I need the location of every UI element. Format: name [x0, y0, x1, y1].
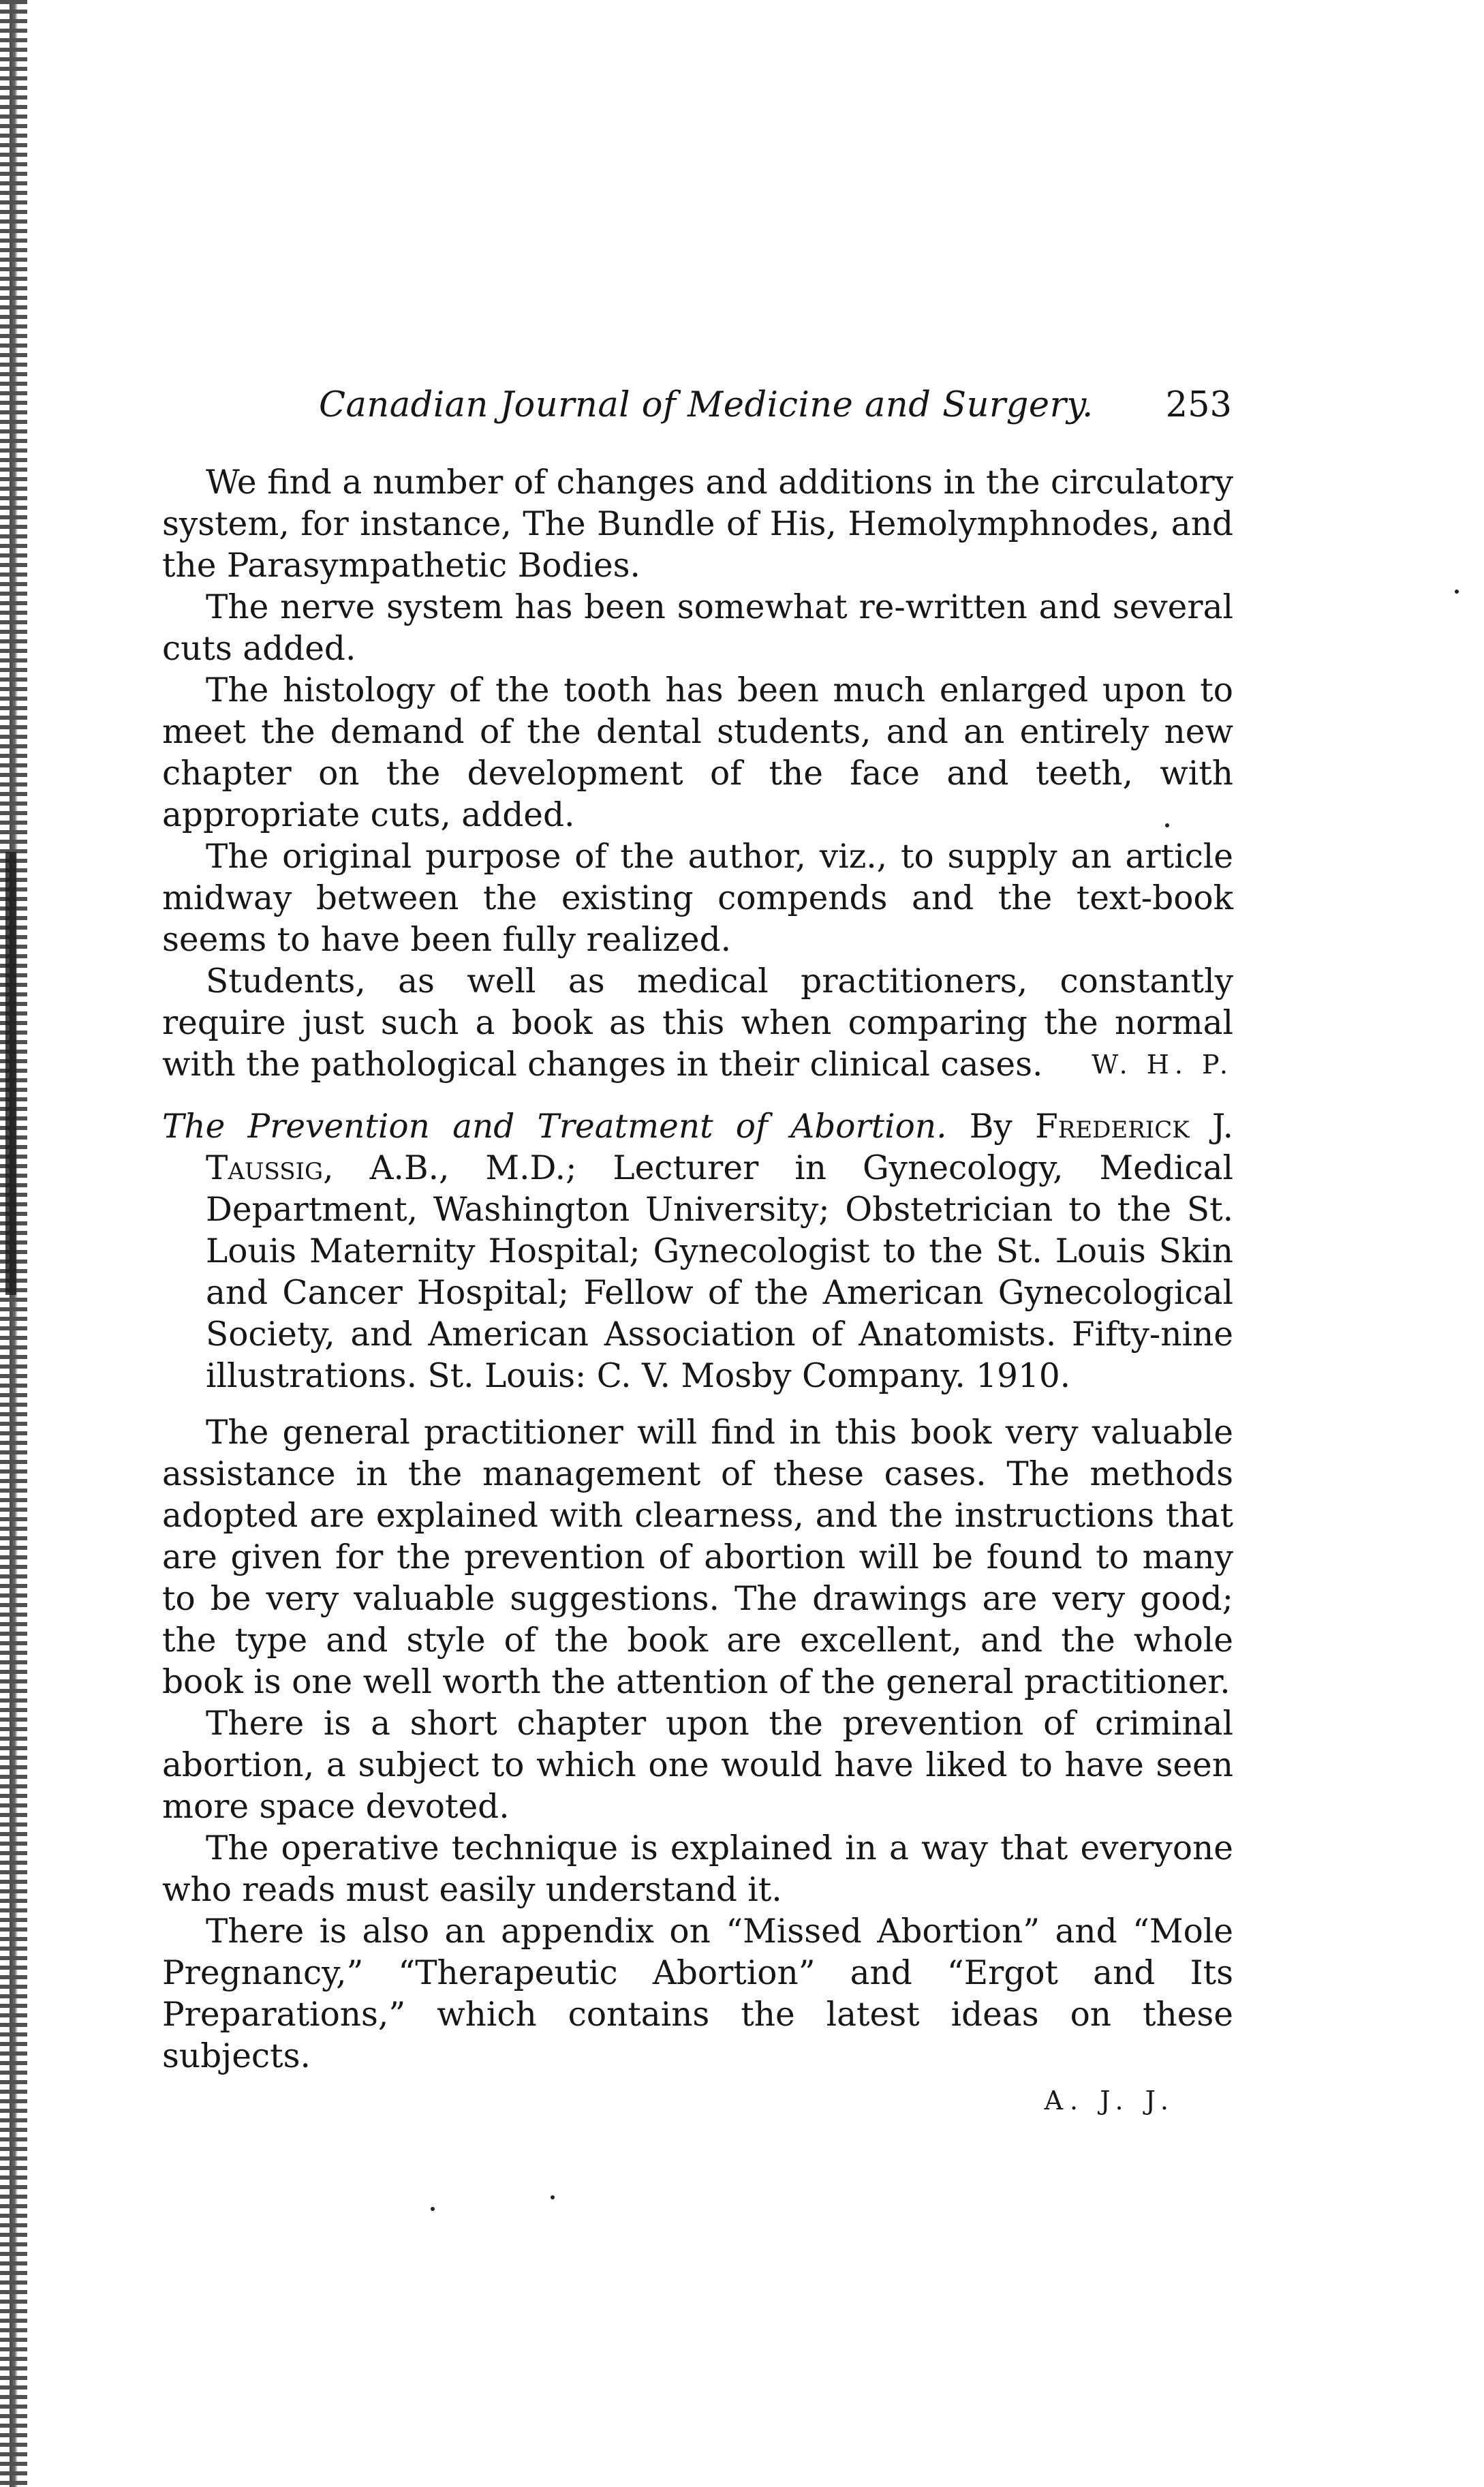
page-number: 253	[1165, 385, 1232, 425]
review2-paragraph-2: There is a short chapter upon the prevention of criminal abortion, a subject to which one would have liked to have seen more space devoted.	[162, 1705, 1233, 1826]
review1-paragraph-4: The original purpose of the author, viz., to supply an article midway between the existing compends and the text-book seems to have been fully realized.	[162, 838, 1233, 959]
review2-paragraph-1: The general practitioner will find in this book very valuable assistance in the management of these cases. The methods adopted are explained with clearness, and the instructions that are given for the prevention of abortion will be found to many to be very valuable suggestions. The drawings are very good; the type and style of the book are excellent, and the whole book is one well worth the attention of the general practitioner.	[162, 1414, 1233, 1701]
review1-paragraph-2: The nerve system has been somewhat re-written and several cuts added.	[162, 588, 1233, 668]
review2-signature: A. J. J.	[1044, 2086, 1175, 2116]
review1-paragraph-1: We find a number of changes and additions in the circulatory system, for instance, The Bundle of His, Hemolymphnodes, and the Parasympathetic Bodies.	[162, 463, 1233, 585]
binding-shadow	[5, 852, 16, 1295]
review1-paragraph-5-text: Students, as well as medical practitioners, constantly require just such a book as this when comparing the normal with the pathological changes in their clinical cases.	[162, 962, 1233, 1084]
citation-by: By	[969, 1108, 1012, 1146]
running-header	[162, 385, 1232, 433]
paper-speck	[1165, 823, 1169, 827]
author-details: , A.B., M.D.; Lecturer in Gynecology, Medical Department, Washington University; Obstetrician to the St. Louis Maternity Hospital; Gynecologist to the St. Louis Skin and Cancer Hospital; Fellow of the American Gynecological Society, and American Association of Anatomists. Fifty-nine illustrations. St. Louis: C. V. Mosby Company. 1910.	[206, 1149, 1233, 1395]
review2-paragraph-4: There is also an appendix on “Missed Abortion” and “Mole Pregnancy,” “Therapeutic Abortion” and “Ergot and Its Preparations,” which contains the latest ideas on these subjects.	[162, 1912, 1233, 2075]
paper-speck	[551, 2195, 555, 2199]
page-body	[162, 462, 1233, 2122]
review2-paragraph-3: The operative technique is explained in a way that everyone who reads must easily understand it.	[162, 1829, 1233, 1909]
book-title: The Prevention and Treatment of Abortion.	[162, 1108, 947, 1146]
book-citation	[162, 1106, 1233, 1397]
paper-speck	[431, 2207, 435, 2211]
journal-title: Canadian Journal of Medicine and Surgery.	[319, 385, 1094, 425]
author-name: Frederick J. Taussig	[206, 1108, 1233, 1187]
paper-speck	[1455, 590, 1459, 594]
review1-signature: W. H. P.	[1092, 1050, 1233, 1080]
review1-paragraph-3: The histology of the tooth has been much enlarged upon to meet the demand of the dental students, and an entirely new chapter on the development of the face and teeth, with appropriate cuts, added.	[162, 671, 1233, 834]
review1-paragraph-5	[162, 961, 1233, 1086]
